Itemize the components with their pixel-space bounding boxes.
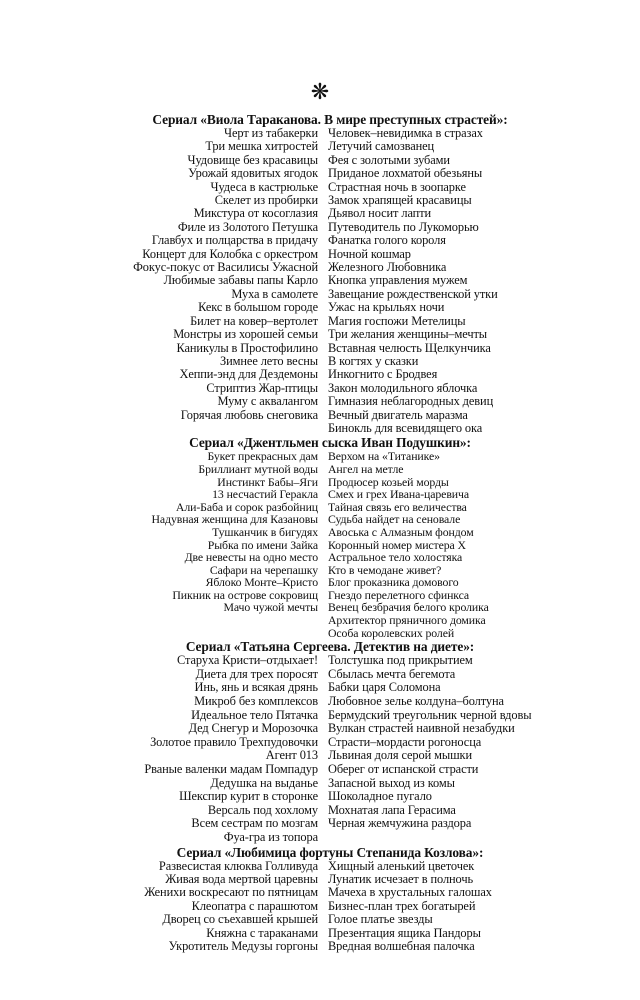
book-title: Старуха Кристи–отдыхает! bbox=[177, 653, 318, 668]
flower-ornament-icon: ❋ bbox=[310, 79, 330, 104]
book-title: Блог проказника домового bbox=[328, 575, 459, 590]
book-title: Вулкан страстей наивной незабудки bbox=[328, 721, 515, 736]
book-title: Зимнее лето весны bbox=[220, 353, 318, 368]
book-title: Чудовище без красавицы bbox=[187, 152, 318, 167]
book-title: Концерт для Колобка с оркестром bbox=[142, 246, 318, 261]
series-section bbox=[130, 435, 530, 639]
series-section bbox=[130, 112, 530, 435]
book-title: Летучий самозванец bbox=[328, 139, 435, 154]
right-column bbox=[328, 450, 530, 639]
book-title: Княжна с тараканами bbox=[206, 925, 318, 940]
book-title: Страсти–мордасти рогоносца bbox=[328, 734, 482, 749]
book-title: Страстная ночь в зоопарке bbox=[328, 179, 466, 194]
book-title: Клеопатра с парашютом bbox=[191, 898, 318, 913]
book-title: Микстура от косоглазия bbox=[193, 206, 318, 221]
book-title: Завещание рождественской утки bbox=[328, 286, 498, 301]
book-title: Путеводитель по Лукоморью bbox=[328, 219, 479, 234]
book-title: Гимназия неблагородных девиц bbox=[328, 394, 494, 409]
book-title: Магия госпожи Метелицы bbox=[328, 313, 466, 328]
book-title: Идеальное тело Пятачка bbox=[191, 707, 318, 722]
series-list bbox=[130, 112, 530, 953]
book-title: Любимые забавы папы Карло bbox=[163, 273, 318, 288]
book-title: Диета для трех поросят bbox=[195, 666, 318, 681]
book-title: Урожай ядовитых ягодок bbox=[188, 166, 318, 181]
book-title: Тайная связь его величества bbox=[328, 499, 467, 514]
series-title: Сериал «Татьяна Сергеева. Детектив на диете»: bbox=[185, 639, 475, 655]
book-title: В когтях у сказки bbox=[328, 353, 419, 368]
book-title: Всем сестрам по мозгам bbox=[191, 816, 318, 831]
book-title: Вставная челюсть Щелкунчика bbox=[328, 340, 491, 355]
book-title: Али-Баба и сорок разбойниц bbox=[175, 499, 318, 514]
book-title: Бабки царя Соломона bbox=[328, 680, 441, 695]
book-title: Живая вода мертвой царевны bbox=[165, 871, 318, 886]
book-title: Продюсер козьей морды bbox=[328, 474, 449, 489]
book-columns bbox=[130, 127, 530, 435]
book-title: Архитектор пряничного домика bbox=[328, 613, 486, 628]
book-title: Женихи воскресают по пятницам bbox=[144, 885, 318, 900]
book-title: Замок храпящей красавицы bbox=[328, 193, 472, 208]
book-title: Фанатка голого короля bbox=[328, 233, 446, 248]
book-title: Рыбка по имени Зайка bbox=[207, 537, 318, 552]
book-title: Главбух и полцарства в придачу bbox=[151, 233, 318, 248]
book-title: Бриллиант мутной воды bbox=[198, 461, 318, 476]
left-column bbox=[130, 450, 328, 639]
book-columns bbox=[130, 450, 530, 639]
book-title: Золотое правило Трехпудовочки bbox=[150, 734, 318, 749]
book-title: Дьявол носит лапти bbox=[328, 206, 432, 221]
book-title: Ночной кошмар bbox=[328, 246, 411, 261]
book-title: Две невесты на одно место bbox=[184, 550, 318, 565]
book-title: Кто в чемодане живет? bbox=[328, 562, 442, 577]
left-column bbox=[130, 127, 328, 435]
book-title: Толстушка под прикрытием bbox=[328, 653, 473, 668]
book-title: Презентация ящика Пандоры bbox=[328, 925, 481, 940]
book-title: Билет на ковер–вертолет bbox=[190, 313, 318, 328]
book-title: Человек–невидимка в стразах bbox=[328, 126, 483, 140]
book-title: Яблоко Монте–Кристо bbox=[205, 575, 318, 590]
book-title: Верхом на «Титанике» bbox=[328, 449, 440, 464]
book-title: Авоська с Алмазным фондом bbox=[328, 524, 474, 539]
book-title: Сбылась мечта бегемота bbox=[328, 666, 456, 681]
book-title: Мохнатая лапа Герасима bbox=[328, 802, 456, 817]
book-title: Шоколадное пугало bbox=[328, 789, 432, 804]
book-title: Чудеса в кастрюльке bbox=[210, 179, 318, 194]
book-title: 13 несчастий Геракла bbox=[212, 487, 318, 502]
book-title: Скелет из пробирки bbox=[214, 193, 318, 208]
book-title: Укротитель Медузы горгоны bbox=[168, 939, 318, 953]
book-title: Дворец со съехавшей крышей bbox=[162, 912, 318, 927]
book-title: Ангел на метле bbox=[328, 461, 404, 476]
book-title: Железного Любовника bbox=[328, 260, 447, 275]
book-title: Букет прекрасных дам bbox=[207, 449, 318, 464]
book-title: Кекс в большом городе bbox=[198, 300, 318, 315]
book-title: Голое платье звезды bbox=[328, 912, 433, 927]
series-title: Сериал «Джентльмен сыска Иван Подушкин»: bbox=[189, 435, 471, 451]
book-title: Горячая любовь снеговика bbox=[180, 407, 318, 422]
book-title: Венец безбрачия белого кролика bbox=[328, 600, 489, 615]
book-title: Черт из табакерки bbox=[224, 126, 318, 140]
book-title: Дедушка на выданье bbox=[210, 775, 318, 790]
book-title: Черная жемчужина раздора bbox=[328, 816, 472, 831]
book-title: Мачеха в хрустальных галошах bbox=[328, 885, 492, 900]
book-columns bbox=[130, 654, 530, 844]
book-title: Особа королевских ролей bbox=[328, 625, 455, 640]
book-title: Монстры из хорошей семьи bbox=[173, 327, 318, 342]
book-title: Вредная волшебная палочка bbox=[328, 939, 475, 953]
right-column bbox=[328, 860, 530, 954]
book-title: Три желания женщины–мечты bbox=[328, 327, 488, 342]
book-title: Муму с аквалангом bbox=[217, 394, 318, 409]
book-title: Инстинкт Бабы–Яги bbox=[217, 474, 318, 489]
book-title: Кнопка управления мужем bbox=[328, 273, 468, 288]
book-title: Инь, янь и всякая дрянь bbox=[194, 680, 318, 695]
book-title: Астральное тело холостяка bbox=[328, 550, 463, 565]
book-title: Ужас на крыльях ночи bbox=[328, 300, 445, 315]
book-title: Надувная женщина для Казановы bbox=[151, 512, 318, 527]
right-column bbox=[328, 654, 530, 844]
book-title: Микроб без комплексов bbox=[194, 694, 318, 709]
book-title: Оберег от испанской страсти bbox=[328, 762, 479, 776]
book-title: Муха в самолете bbox=[231, 286, 318, 301]
book-title: Приданое лохматой обезьяны bbox=[328, 166, 483, 181]
series-title: Сериал «Любимица фортуны Степанида Козлова»: bbox=[176, 844, 484, 860]
left-column bbox=[130, 860, 328, 954]
book-title: Коронный номер мистера Х bbox=[328, 537, 466, 552]
book-title: Вечный двигатель маразма bbox=[328, 407, 468, 422]
book-title: Любовное зелье колдуна–болтуна bbox=[328, 694, 504, 709]
book-title: Гнездо перелетного сфинкса bbox=[328, 587, 470, 602]
book-title: Стриптиз Жар-птицы bbox=[206, 380, 318, 395]
book-title: Пикник на острове сокровищ bbox=[172, 587, 318, 602]
book-title: Львиная доля серой мышки bbox=[328, 748, 473, 763]
series-title: Сериал «Виола Тараканова. В мире преступных страстей»: bbox=[152, 112, 508, 127]
book-title: Инкогнито с Бродвея bbox=[328, 367, 438, 382]
series-section bbox=[130, 845, 530, 954]
book-title: Фуа-гра из топора bbox=[223, 829, 318, 844]
book-title: Рваные валенки мадам Помпадур bbox=[144, 762, 318, 776]
book-title: Запасной выход из комы bbox=[328, 775, 455, 790]
book-title: Тушканчик в бигудях bbox=[212, 524, 318, 539]
book-title: Закон молодильного яблочка bbox=[328, 380, 478, 395]
book-title: Мачо чужой мечты bbox=[223, 600, 318, 615]
book-title: Судьба найдет на сеновале bbox=[328, 512, 461, 527]
book-title: Три мешка хитростей bbox=[205, 139, 318, 154]
book-title: Развесистая клюква Голливуда bbox=[158, 858, 318, 873]
book-title: Хеппи-энд для Дездемоны bbox=[179, 367, 318, 382]
right-column bbox=[328, 127, 530, 435]
book-title: Фокус-покус от Василисы Ужасной bbox=[133, 260, 318, 275]
book-title: Агент 013 bbox=[265, 748, 318, 763]
book-title: Дед Снегур и Морозочка bbox=[188, 721, 318, 736]
book-title: Сафари на черепашку bbox=[209, 562, 318, 577]
book-title: Бинокль для всевидящего ока bbox=[328, 420, 483, 435]
book-columns bbox=[130, 860, 530, 954]
book-title: Хищный аленький цветочек bbox=[328, 858, 475, 873]
book-title: Лунатик исчезает в полночь bbox=[328, 871, 474, 886]
book-title: Версаль под хохлому bbox=[207, 802, 318, 817]
book-title: Шекспир курит в сторонке bbox=[179, 789, 318, 804]
book-title: Смех и грех Ивана-царевича bbox=[328, 487, 469, 502]
series-section bbox=[130, 639, 530, 844]
book-title: Бермудский треугольник черной вдовы bbox=[328, 707, 532, 722]
book-title: Каникулы в Простофилино bbox=[176, 340, 318, 355]
book-title: Филе из Золотого Петушка bbox=[177, 219, 318, 234]
book-title: Бизнес-план трех богатырей bbox=[328, 898, 476, 913]
book-title: Фея с золотыми зубами bbox=[328, 152, 450, 167]
left-column bbox=[130, 654, 328, 844]
